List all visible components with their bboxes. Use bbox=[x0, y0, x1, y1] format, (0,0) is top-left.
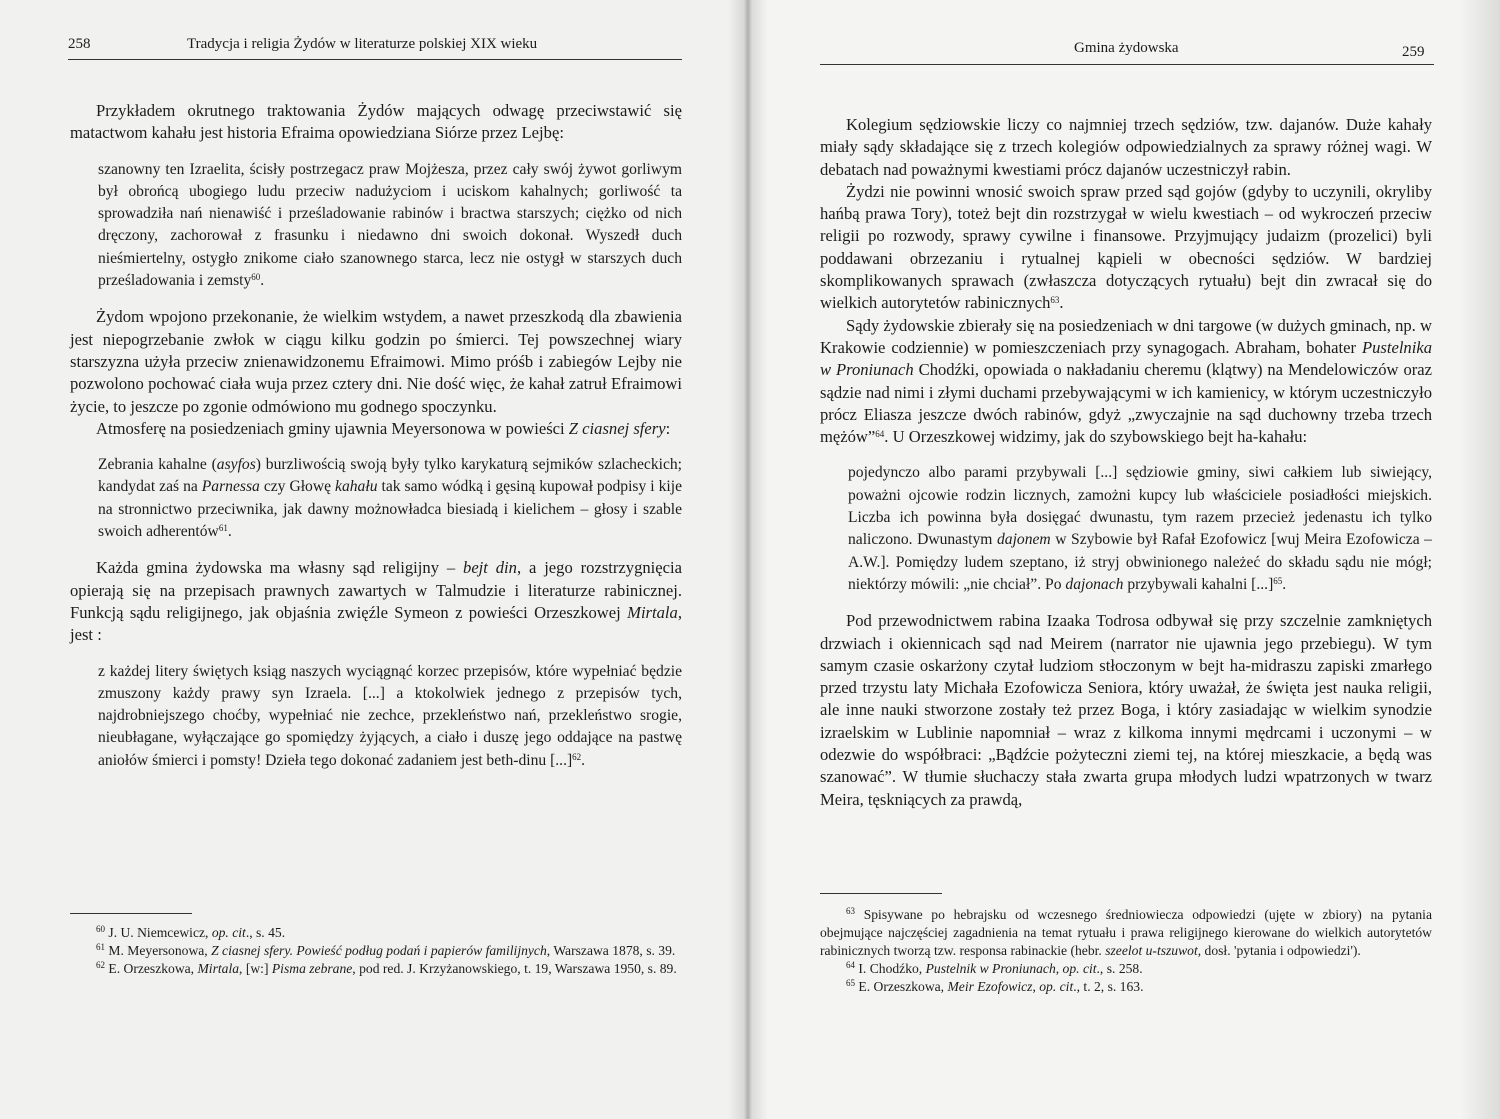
right-page bbox=[748, 0, 1500, 1119]
paragraph: Pod przewodnictwem rabina Izaaka Todrosa odbywał się przy szczelnie zamkniętych drzwiach i okiennicach sąd nad Meirem (narrator nie ujawnia jego przebiegu). W tym samym czasie oskarżony czytał ludziom stłoczonym w bejt ha-midraszu zapiski zmarłego przed trzystu laty Michała Ezofowicza Seniora, który uważał, że święta jest nauka religii, ale inne nauki stworzone zostały też przez Boga, i który zasiadając w wielkim synodzie izraelskim w Lublinie napomniał – wraz z kilkoma innymi mędrcami i uczonymi – w odezwie do współbraci: „Bądźcie pożyteczni ziemi tej, na której mieszkacie, a będą was szanować”. W tłumie słuchaczy stała zwarta grupa młodych ludzi wpatrzonych w twarz Meira, tęskniących za prawdą, bbox=[820, 611, 1432, 809]
footnote: $^{65}$ E. Orzeszkowa, Meir Ezofowicz, op. cit., t. 2, s. 163. bbox=[846, 978, 1144, 994]
left-page bbox=[0, 0, 748, 1119]
footnote: $^{61}$ M. Meyersonowa, Z ciasnej sfery. Powieść podług podań i papierów familijnych, Warszawa 1878, s. 39. bbox=[96, 942, 676, 958]
footnote-ref[interactable]: 62 bbox=[572, 751, 582, 762]
book-title: Mirtala bbox=[627, 602, 678, 622]
paragraph: Sądy żydowskie zbierały się na posiedzeniach w dni targowe (w dużych gminach, np. w Krakowie codziennie) w pomieszczeniach przy synagogach. Abraham, bohater Pustelnika w Proniunach Chodźki, opowiada o nakładaniu cheremu (klątwy) na Mendelowiczów oraz sądzie nad nimi i złymi duchami przebywającymi w ich kamienicy, w którym uczestniczyło prócz Eliasza jeszcze dwóch rabinów, gdyż „zwyczajnie na sąd duchowny trzeba trzech mężów”$^{64}$. U Orzeszkowej widzimy, jak do szybowskiego bejt ha-kahału: bbox=[820, 315, 1433, 447]
running-head: Tradycja i religia Żydów w literaturze polskiej XIX wieku bbox=[187, 36, 538, 52]
footnote-rule bbox=[820, 893, 942, 894]
paragraph: Żydom wpojono przekonanie, że wielkim wstydem, a nawet przeszkodą dla zbawienia jest niepogrzebanie zwłok w ciągu kilku godzin po śmierci. Tej powszechnej wiary starszyzna użyła przeciw znienawidzonemu Efraimowi. Mimo próśb i zabiegów Lejby nie pozwolono pochować ciała wuja przez cztery dni. Nie dość więc, że kahał zatruł Efraimowi życie, to jeszcze po zgonie odmówiono mu godnego spoczynku. bbox=[70, 307, 682, 416]
page-edge-shadow bbox=[1460, 0, 1500, 1119]
footnote-ref[interactable]: 60 bbox=[251, 272, 261, 283]
header-rule bbox=[68, 59, 682, 60]
block-quote: z każdej litery świętych ksiąg naszych wyciągnąć korzec przepisów, które wypełniać będzie zmuszony każdy prawy syn Izraela. [...] a ktokolwiek jednego z przepisów tych, najdrobniejszego choćby, wypełniać nie zechce, przekleństwo nań, przekleństwo srogie, nieubłagane, wyłączające go spomiędzy żyjących, a ciało i duszę jego oddające na pastwę aniołów śmierci i pomsty! Dzieła tego dokonać zadaniem jest beth-dinu [...]$^{62}$. bbox=[98, 662, 682, 769]
book-title: Z ciasnej sfery bbox=[568, 418, 666, 438]
page-number: 258 bbox=[68, 36, 91, 52]
right-body bbox=[820, 114, 1432, 811]
block-quote: Zebrania kahalne (asyfos) burzliwością swoją były tylko karykaturą sejmików szlacheckich; kandydat zaś na Parnessa czy Głowę kahału tak samo wódką i gęsiną kupował podpisy i kije na stronnictwo przeciwnika, jak dawny możnowładca biesiadą i kielichem – głosy i szable swoich adherentów$^{61}$. bbox=[98, 456, 682, 541]
footnote: $^{64}$ I. Chodźko, Pustelnik w Proniunach, op. cit., s. 258. bbox=[846, 960, 1143, 976]
book-title: Pustelnika w Proniunach bbox=[820, 337, 1432, 380]
paragraph: Żydzi nie powinni wnosić swoich spraw przed sąd gojów (gdyby to uczynili, okryliby hańbą prawa Tory), toteż bejt din rozstrzygał w wielu kwestiach – od wykroczeń przeciw religii po rozwody, sprawy cywilne i finansowe. Przyjmujący judaizm (prozelici) byli poddawani obrzezaniu i rytualnej kąpieli w obecności sędziów. W bardziej skomplikowanych sprawach (zwłaszcza dotyczących rytuału) bejt din zwracał się do wielkich autorytetów rabinicznych$^{63}$. bbox=[820, 181, 1432, 313]
footnote-ref[interactable]: 63 bbox=[1050, 295, 1060, 306]
paragraph: Atmosferę na posiedzeniach gminy ujawnia Meyersonowa w powieści Z ciasnej sfery: bbox=[96, 418, 671, 438]
footnotes bbox=[820, 906, 1432, 996]
page-number: 259 bbox=[1402, 44, 1425, 60]
block-quote: szanowny ten Izraelita, ścisły postrzegacz praw Mojżesza, przez cały swój żywot gorliwym był obrońcą ubogiego ludu przeciw nadużyciom i uciskom kahalnych; gorliwość ta sprowadziła nań nienawiść i prześladowanie rabinów i bractwa starszych; ciężko od nich dręczony, zachorował z frasunku i niedawno dni swoich dokonał. Wyszedł duch nieśmiertelny, ostygło znikome ciało szanownego starca, lecz nie ostygł w starszych duch prześladowania i zemsty$^{60}$. bbox=[98, 160, 682, 290]
block-quote: pojedynczo albo parami przybywali [...] sędziowie gminy, siwi całkiem lub siwiejący, poważni ojcowie rodzin licznych, zamożni kupcy lub właściciele posiadłości miejskich. Liczba ich powinna była dosięgać dwunastu, tym razem przecież jedenastu ich tylko naliczono. Dwunastym dajonem w Szybowie był Rafał Ezofowicz [wuj Meira Ezofowicza – A.W.]. Pomiędzy ludem szeptano, iż stryj obwinionego należeć do składu sądu nie mógł; niektórzy mówili: „nie chciał”. Po dajonach przybywali kahalni [...]$^{65}$. bbox=[848, 464, 1432, 593]
footnote: $^{60}$ J. U. Niemcewicz, op. cit., s. 45. bbox=[96, 924, 286, 940]
footnote: $^{62}$ E. Orzeszkowa, Mirtala, [w:] Pisma zebrane, pod red. J. Krzyżanowskiego, t. 19, Warszawa 1950, s. 89. bbox=[96, 960, 677, 976]
book-gutter bbox=[728, 0, 768, 1119]
running-head: Gmina żydowska bbox=[1074, 40, 1179, 56]
paragraph: Kolegium sędziowskie liczy co najmniej trzech sędziów, tzw. dajanów. Duże kahały miały sądy składające się z trzech kolegiów odpowiedzialnych za sprawy różnej wagi. W debatach nad poważnymi kwestiami prócz dajanów uczestniczył rabin. bbox=[820, 115, 1432, 179]
paragraph: Każda gmina żydowska ma własny sąd religijny – bejt din, a jego rozstrzygnięcia opierają się na przepisach prawnych zawartych w Talmudzie i literaturze rabinicznej. Funkcją sądu religijnego, jak objaśnia zwięźle Symeon z powieści Orzeszkowej Mirtala, jest : bbox=[70, 558, 682, 645]
footnote-ref[interactable]: 61 bbox=[218, 523, 228, 534]
header-rule bbox=[820, 64, 1434, 65]
left-body bbox=[70, 100, 682, 772]
footnotes bbox=[70, 924, 682, 978]
paragraph: Przykładem okrutnego traktowania Żydów mających odwagę przeciwstawić się matactwom kahału jest historia Efraima opowiedziana Siórze przez Lejbę: bbox=[70, 101, 682, 143]
footnote-ref[interactable]: 64 bbox=[875, 429, 885, 440]
footnote-rule bbox=[70, 913, 192, 914]
footnote-ref[interactable]: 65 bbox=[1273, 575, 1283, 586]
footnote: $^{63}$ Spisywane po hebrajsku od wczesnego średniowiecza odpowiedzi (ujęte w zbiory) na pytania obejmujące najczęściej zagadnienia na temat rytuału i prawa religijnego kierowane do wielkich autorytetów rabinicznych tworzą tzw. responsa rabinackie (hebr. szeelot u-tszuwot, dosł. 'pytania i odpowiedzi'). bbox=[820, 906, 1432, 958]
